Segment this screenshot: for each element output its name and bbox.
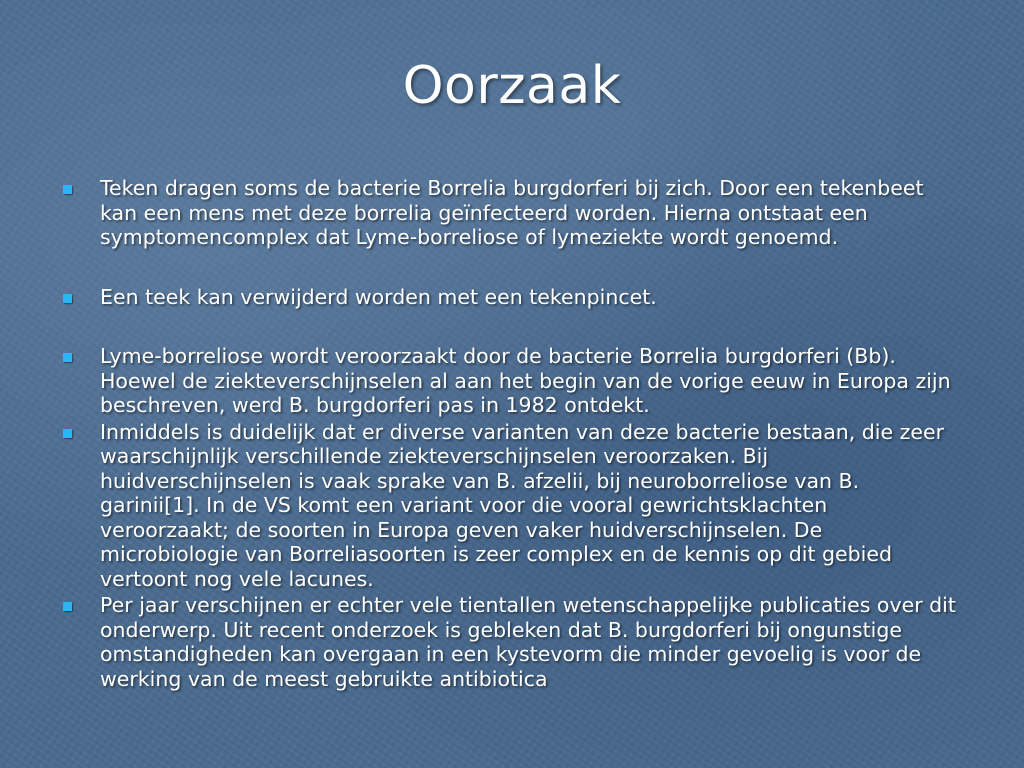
square-bullet-icon (63, 429, 72, 438)
bullet-text: Een teek kan verwijderd worden met een tekenpincet. (100, 284, 657, 309)
bullet-text: Inmiddels is duidelijk dat er diverse varianten van deze bacterie bestaan, die zeer waarschijnlijk verschillende ziekteverschijnselen veroorzaken. Bij huidverschijnselen is vaak sprake van B. afzelii, bij neuroborreliose van B. garinii[1]. In de VS komt een variant voor die vooral gewrichtsklachten veroorzaakt; de soorten in Europa geven vaker huidverschijnselen. De microbiologie van Borreliasoorten is zeer complex en de kennis op dit gebied vertoont nog vele lacunes. (100, 419, 945, 591)
bullet-text: Teken dragen soms de bacterie Borrelia burgdorferi bij zich. Door een tekenbeet kan een mens met deze borrelia geïnfecteerd worden. Hierna ontstaat een symptomencomplex dat Lyme-borreliose of lymeziekte wordt genoemd. (100, 176, 924, 249)
bullet-item (60, 420, 960, 592)
bullet-text: Per jaar verschijnen er echter vele tientallen wetenschappelijke publicaties over dit onderwerp. Uit recent onderzoek is gebleken dat B. burgdorferi bij ongunstige omstandigheden kan overgaan in een kystevorm die minder gevoelig is voor de werking van de meest gebruikte antibiotica (100, 593, 956, 691)
bullet-list (60, 176, 960, 691)
square-bullet-icon (63, 294, 72, 303)
bullet-item (60, 176, 960, 250)
square-bullet-icon (63, 185, 72, 194)
slide-title: Oorzaak (402, 56, 622, 116)
square-bullet-icon (63, 353, 72, 362)
bullet-item (60, 344, 960, 418)
bullet-item (60, 285, 960, 310)
bullet-item (60, 593, 960, 691)
bullet-text: Lyme-borreliose wordt veroorzaakt door de bacterie Borrelia burgdorferi (Bb). Hoewel de ziekteverschijnselen al aan het begin van de vorige eeuw in Europa zijn beschreven, werd B. burgdorferi pas in 1982 ontdekt. (100, 344, 951, 417)
square-bullet-icon (63, 602, 72, 611)
